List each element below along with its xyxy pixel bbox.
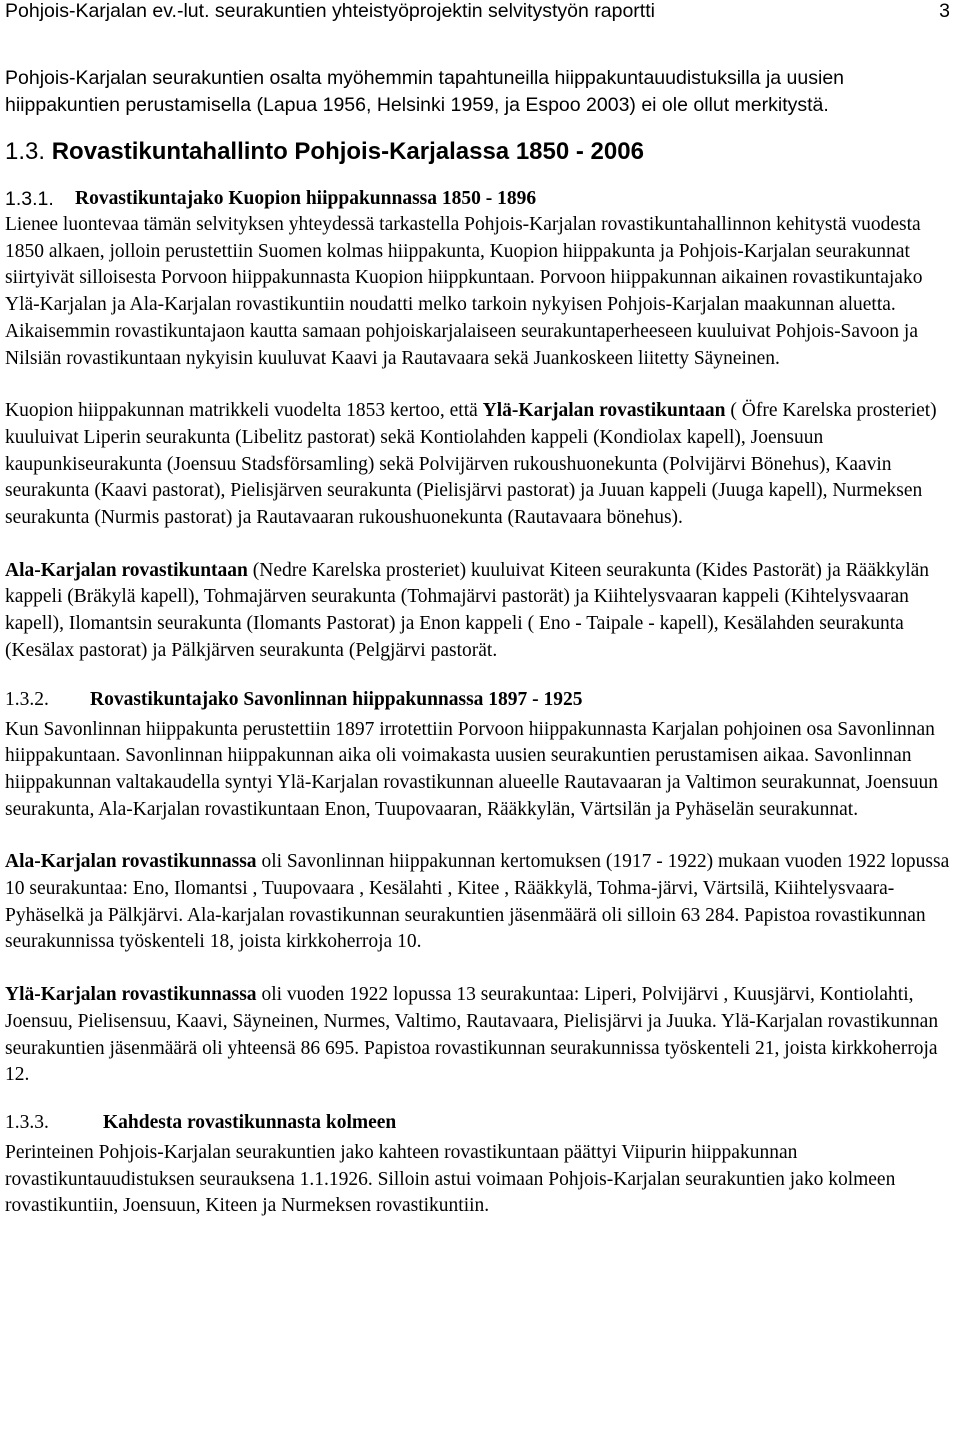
subsection-number: 1.3.3. [5,1111,49,1133]
paragraph [5,982,952,1089]
section-heading-1-3 [5,137,952,167]
paragraph-text: Kuopion hiippakunnan matrikkeli vuodelta 1853 kertoo, että [5,400,483,422]
subsection-title: Rovastikuntajako Savonlinnan hiippakunnassa 1897 - 1925 [90,688,583,710]
subsection-title: Kahdesta rovastikunnasta kolmeen [103,1111,397,1133]
paragraph-text: (Nedre Karelska prosteriet) kuuluivat Kiteen seurakunta (Kides Pastorät) ja Rääkkylän kappeli (Bräkylä kapell), Tohmajärven seurakunta (Tohmajärvi pastorät) ja Kiihtelysvaaran kappeli (Kihtelysvaaran kapell), Ilomantsin seurakunta (Ilomants Pastorat) ja Enon kappeli ( Eno - Taipale - kapell), Kesälahden seurakunta (Kesälax pastorat) ja Pälkjärven seurakunta (Pelgjärvi pastorät. [5,559,930,661]
header-title: Pohjois-Karjalan ev.-lut. seurakuntien yhteistyöprojektin selvitystyön raportti [5,0,655,22]
subsection-number: 1.3.2. [5,688,49,710]
paragraph [5,849,952,956]
section-number: 1.3. [5,138,46,165]
section-title: Rovastikuntahallinto Pohjois-Karjalassa 1850 - 2006 [51,138,644,165]
subsection-heading-1-3-3 [5,1110,952,1136]
subsection-title: Rovastikuntajako Kuopion hiippakunnassa 1850 - 1896 [75,188,537,209]
intro-line-2: hiippakuntien perustamisella (Lapua 1956, Helsinki 1959, ja Espoo 2003) ei ole ollut merkitystä. [5,94,829,116]
subsection-heading-1-3-2 [5,687,952,713]
paragraph: Perinteinen Pohjois-Karjalan seurakuntien jako kahteen rovastikuntaan päättyi Viipurin hiippakunnan rovastikuntauudistuksen seurauksena 1.1.1926. Silloin astui voimaan Pohjois-Karjalan seurakuntien jako kolmeen rovastikuntiin, Joensuun, Kiteen ja Nurmeksen rovastikuntiin. [5,1141,896,1217]
page-number: 3 [939,0,950,22]
deanery-name: Ylä-Karjalan rovastikunnassa [5,984,257,1006]
intro-paragraph [5,65,952,119]
paragraph-text: oli vuoden 1922 lopussa 13 seurakuntaa: Liperi, Polvijärvi , Kuusjärvi, Kontiolahti, Joensuu, Pielisensuu, Kaavi, Säyneinen, Nurmes, Valtimo, Rautavaara, Pielisjärvi ja Juuka. Ylä-Karjalan rovastikunnan seurakuntien jäsenmäärä oli yhteensä 86 695. Papistoa rovastikunnan seurakunnissa työskenteli 21, joista kirkkoherroja 12. [5,984,939,1086]
subsection-heading-1-3-1 [5,186,952,212]
paragraph-text: ( Öfre Karelska prosteriet) kuuluivat Liperin seurakunta (Libelitz pastorat) sekä Kontiolahden kappeli (Kondiolax kapell), Joensuun kaupunkiseurakunta (Joensuu Stadsförsamling) sekä Polvijärven rukoushuonekunta (Polvijärvi Bönehus), Kaavin seurakunta (Kaavi pastorat), Pielisjärven seurakunta (Pielisjärvi pastorat) ja Juuan kappeli (Juuga kapell), Nurmeksen seurakunta (Nurmis pastorat) ja Rautavaaran rukoushuonekunta (Rautavaara bönehus). [5,400,937,529]
paragraph-text: oli Savonlinnan hiippakunnan kertomuksen (1917 - 1922) mukaan vuoden 1922 lopussa 10 seurakuntaa: Eno, Ilomantsi , Tuupovaara , Kesälahti , Kitee , Rääkkylä, Tohma-järvi, Värtsilä, Kiihtelysvaara-Pyhäselkä ja Pälkjärvi. Ala-karjalan rovastikunnan seurakuntien jäsenmäärä oli silloin 63 284. Papistoa rovastikunnan seurakunnissa työskenteli 18, joista kirkkoherroja 10. [5,851,950,953]
paragraph [5,558,952,665]
subsection-number: 1.3.1. [5,188,54,210]
deanery-name: Ala-Karjalan rovastikunnassa [5,851,257,873]
paragraph: Lienee luontevaa tämän selvityksen yhteydessä tarkastella Pohjois-Karjalan rovastikuntahallinnon kehitystä vuodesta 1850 alkaen, jolloin perustettiin Suomen kolmas hiippakunta, Kuopion hiippakunta ja Pohjois-Karjalan seurakunnat siirtyivät silloisesta Porvoon hiippakunnasta Kuopion hiippkuntaan. Porvoon hiippakunnan aikainen rovastikuntajako Ylä-Karjalan ja Ala-Karjalan rovastikuntiin noudatti melko tarkoin nykyisen Pohjois-Karjalan maakunnan aluetta. Aikaisemmin rovastikuntajaon kautta samaan pohjoiskarjalaiseen seurakuntaperheeseen kuuluivat Pohjois-Savoon ja Nilsiän rovastikuntaan nykyisin kuuluvat Kaavi ja Rautavaara sekä Juankoskeen liitetty Säyneinen. [5,214,923,369]
paragraph [5,398,952,532]
deanery-name: Ylä-Karjalan rovastikuntaan [482,400,726,422]
intro-line-1: Pohjois-Karjalan seurakuntien osalta myöhemmin tapahtuneilla hiippakuntauudistuksilla ja uusien [5,67,845,89]
page-header [5,0,952,23]
paragraph: Kun Savonlinnan hiippakunta perustettiin 1897 irrotettiin Porvoon hiippakunnasta Karjalan pohjoinen osa Savonlinnan hiippakuntaan. Savonlinnan hiippakunnan aika oli voimakasta uusien seurakuntien perustamisen aikaa. Savonlinnan hiippakunnan valtakaudella syntyi Ylä-Karjalan rovastikunnan alueelle Rautavaaran ja Valtimon seurakunnat, Joensuun seurakunta, Ala-Karjalan rovastikuntaan Enon, Tuupovaaran, Rääkkylän, Värtsilän ja Pyhäselän seurakunnat. [5,718,939,820]
deanery-name: Ala-Karjalan rovastikuntaan [5,559,248,581]
